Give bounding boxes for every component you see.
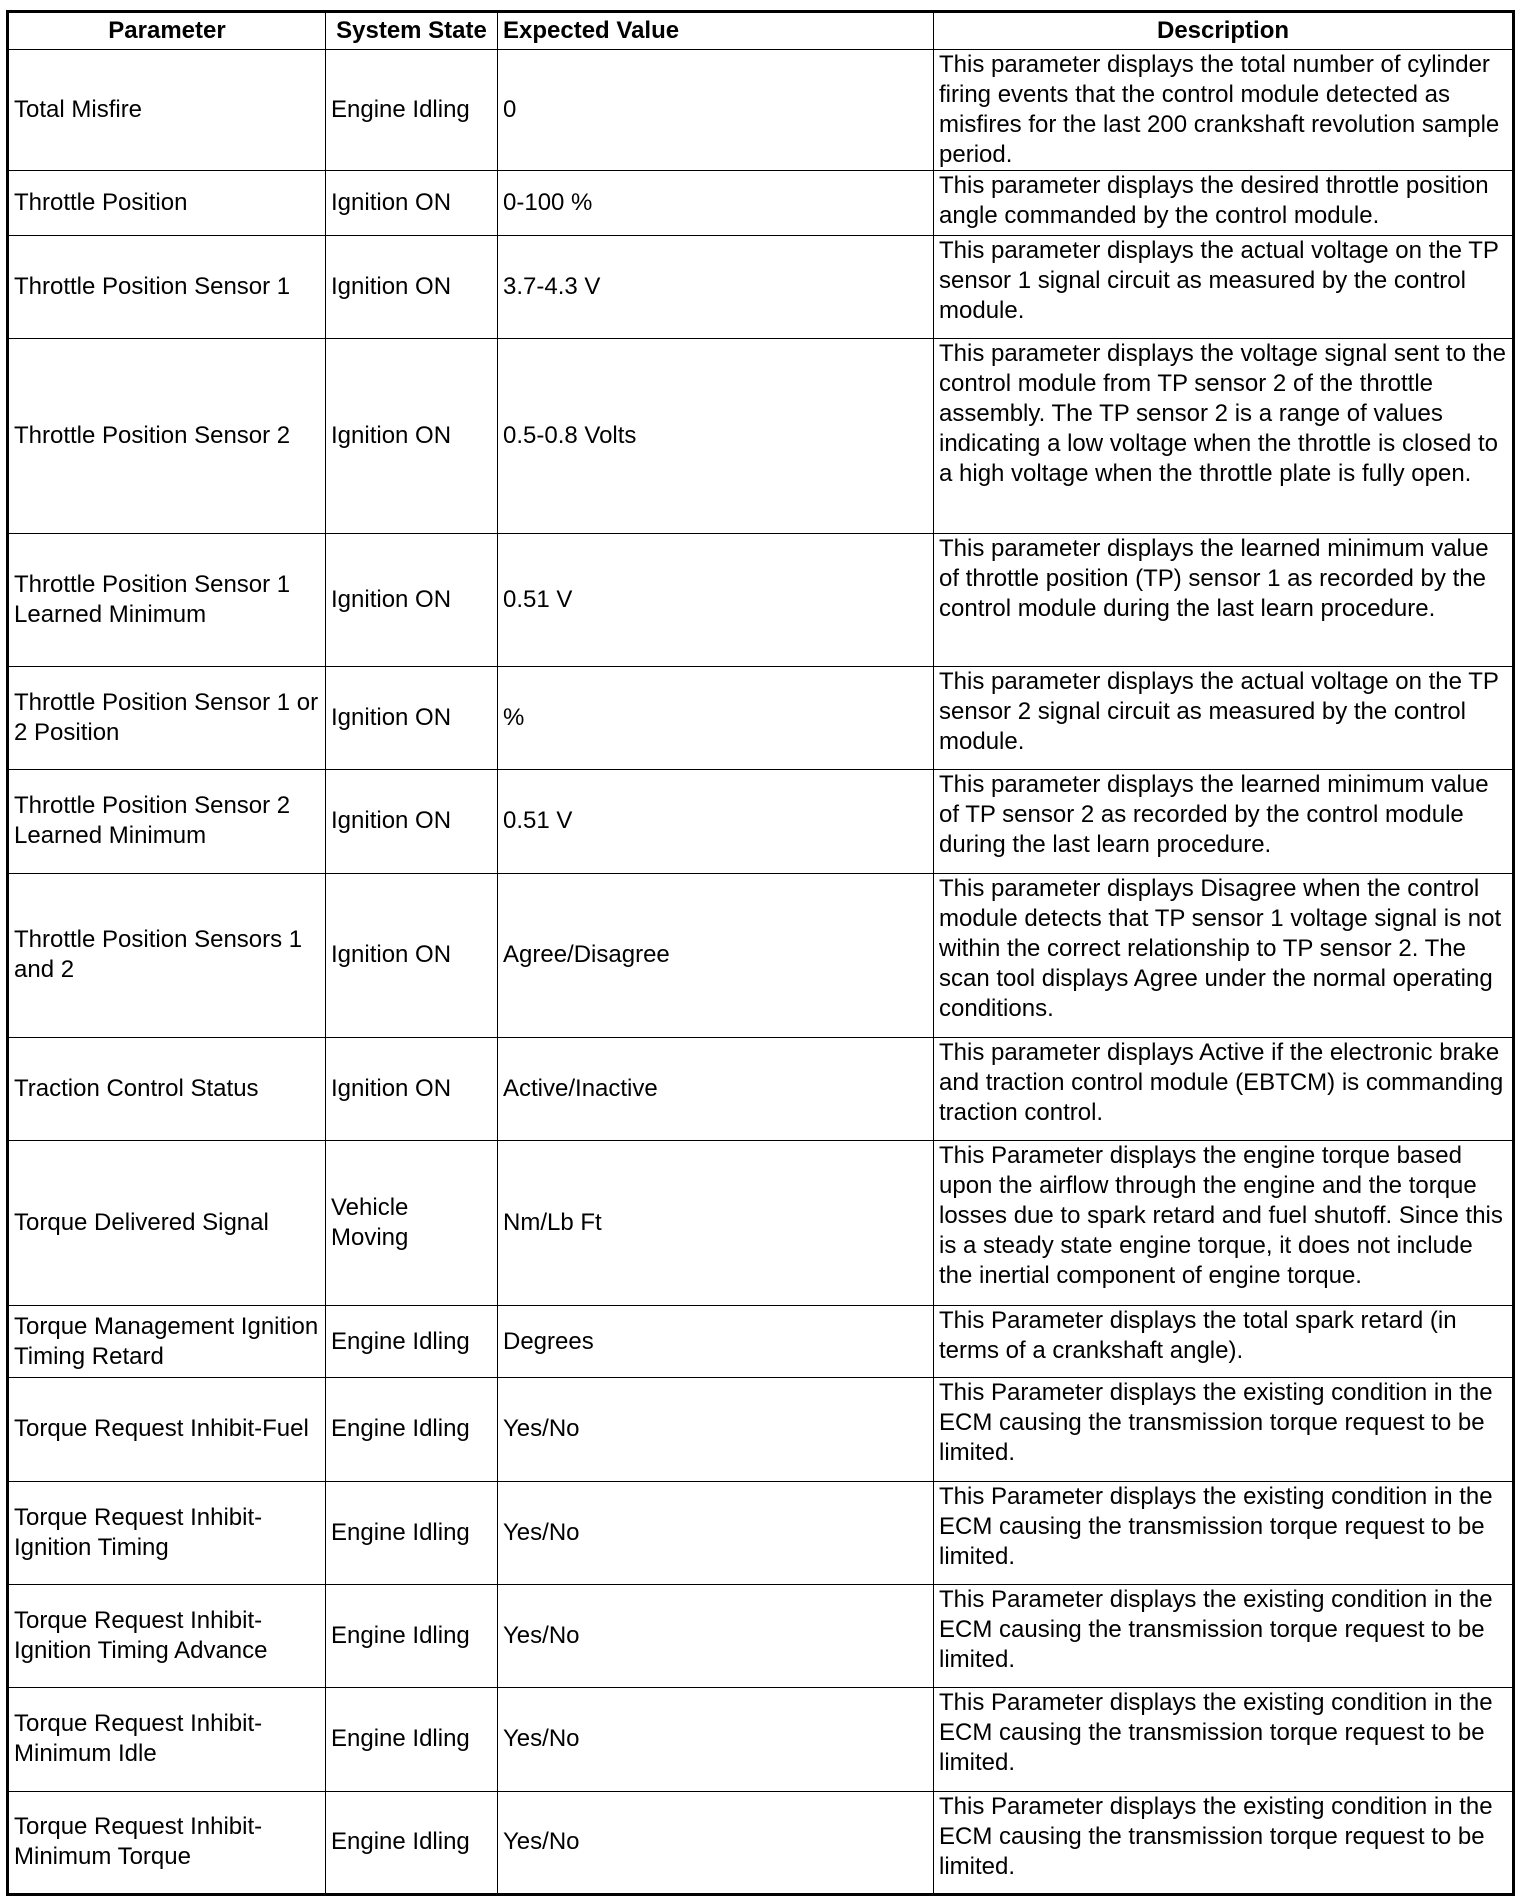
state-cell: Ignition ON: [326, 533, 498, 666]
table-row: [8, 1038, 1514, 1141]
value-cell: Degrees: [498, 1306, 934, 1378]
value-cell: Agree/Disagree: [498, 873, 934, 1038]
state-cell: Ignition ON: [326, 235, 498, 338]
header-expected-value: Expected Value: [498, 12, 934, 50]
value-cell: Yes/No: [498, 1378, 934, 1481]
parameter-cell: Torque Management Ignition Timing Retard: [8, 1306, 326, 1378]
header-system-state: System State: [326, 12, 498, 50]
value-cell: Yes/No: [498, 1791, 934, 1894]
description-cell: This Parameter displays the existing condition in the ECM causing the transmission torque request to be limited.: [934, 1688, 1514, 1791]
state-cell: Ignition ON: [326, 770, 498, 873]
value-cell: Nm/Lb Ft: [498, 1141, 934, 1306]
value-cell: Yes/No: [498, 1584, 934, 1687]
value-cell: 0: [498, 50, 934, 171]
table-row: [8, 1584, 1514, 1687]
state-cell: Engine Idling: [326, 1306, 498, 1378]
description-cell: This Parameter displays the existing condition in the ECM causing the transmission torque request to be limited.: [934, 1791, 1514, 1894]
state-cell: Engine Idling: [326, 1688, 498, 1791]
value-cell: Active/Inactive: [498, 1038, 934, 1141]
parameter-cell: Torque Request Inhibit-Ignition Timing: [8, 1481, 326, 1584]
table-row: [8, 50, 1514, 171]
description-cell: This Parameter displays the existing condition in the ECM causing the transmission torque request to be limited.: [934, 1481, 1514, 1584]
state-cell: Ignition ON: [326, 666, 498, 769]
table-row: [8, 533, 1514, 666]
table-row: [8, 171, 1514, 235]
parameter-cell: Throttle Position Sensor 2 Learned Minimum: [8, 770, 326, 873]
state-cell: Vehicle Moving: [326, 1141, 498, 1306]
table-row: [8, 666, 1514, 769]
state-cell: Engine Idling: [326, 1584, 498, 1687]
table-row: [8, 1141, 1514, 1306]
value-cell: 0-100 %: [498, 171, 934, 235]
description-cell: This Parameter displays the existing condition in the ECM causing the transmission torque request to be limited.: [934, 1378, 1514, 1481]
table-row: [8, 1688, 1514, 1791]
state-cell: Ignition ON: [326, 338, 498, 533]
state-cell: Engine Idling: [326, 1378, 498, 1481]
parameter-cell: Torque Delivered Signal: [8, 1141, 326, 1306]
value-cell: 0.51 V: [498, 533, 934, 666]
table-row: [8, 338, 1514, 533]
parameter-cell: Torque Request Inhibit-Minimum Torque: [8, 1791, 326, 1894]
value-cell: 0.51 V: [498, 770, 934, 873]
value-cell: 3.7-4.3 V: [498, 235, 934, 338]
state-cell: Engine Idling: [326, 1481, 498, 1584]
parameter-cell: Torque Request Inhibit-Ignition Timing Advance: [8, 1584, 326, 1687]
value-cell: Yes/No: [498, 1688, 934, 1791]
description-cell: This Parameter displays the existing condition in the ECM causing the transmission torque request to be limited.: [934, 1584, 1514, 1687]
value-cell: Yes/No: [498, 1481, 934, 1584]
description-cell: This parameter displays the total number of cylinder firing events that the control module detected as misfires for the last 200 crankshaft revolution sample period.: [934, 50, 1514, 171]
description-cell: This parameter displays the actual voltage on the TP sensor 1 signal circuit as measured by the control module.: [934, 235, 1514, 338]
description-cell: This parameter displays the actual voltage on the TP sensor 2 signal circuit as measured by the control module.: [934, 666, 1514, 769]
state-cell: Engine Idling: [326, 50, 498, 171]
description-cell: This parameter displays the learned minimum value of TP sensor 2 as recorded by the control module during the last learn procedure.: [934, 770, 1514, 873]
description-cell: This Parameter displays the engine torque based upon the airflow through the engine and the torque losses due to spark retard and fuel shutoff. Since this is a steady state engine torque, it does not include the inertial component of engine torque.: [934, 1141, 1514, 1306]
header-description: Description: [934, 12, 1514, 50]
table-row: [8, 770, 1514, 873]
table-row: [8, 1306, 1514, 1378]
state-cell: Ignition ON: [326, 873, 498, 1038]
state-cell: Engine Idling: [326, 1791, 498, 1894]
value-cell: 0.5-0.8 Volts: [498, 338, 934, 533]
parameter-cell: Throttle Position: [8, 171, 326, 235]
parameter-cell: Total Misfire: [8, 50, 326, 171]
description-cell: This parameter displays the learned minimum value of throttle position (TP) sensor 1 as recorded by the control module during the last learn procedure.: [934, 533, 1514, 666]
description-cell: This Parameter displays the total spark retard (in terms of a crankshaft angle).: [934, 1306, 1514, 1378]
description-cell: This parameter displays Active if the electronic brake and traction control module (EBTCM) is commanding traction control.: [934, 1038, 1514, 1141]
table-row: [8, 235, 1514, 338]
table-row: [8, 1481, 1514, 1584]
parameter-table: [6, 10, 1515, 1896]
table-row: [8, 873, 1514, 1038]
value-cell: %: [498, 666, 934, 769]
table-row: [8, 1791, 1514, 1894]
parameter-cell: Throttle Position Sensor 2: [8, 338, 326, 533]
parameter-cell: Throttle Position Sensor 1 or 2 Position: [8, 666, 326, 769]
parameter-cell: Throttle Position Sensor 1: [8, 235, 326, 338]
parameter-cell: Throttle Position Sensor 1 Learned Minimum: [8, 533, 326, 666]
parameter-cell: Throttle Position Sensors 1 and 2: [8, 873, 326, 1038]
description-cell: This parameter displays the desired throttle position angle commanded by the control module.: [934, 171, 1514, 235]
table-row: [8, 1378, 1514, 1481]
header-row: [8, 12, 1514, 50]
description-cell: This parameter displays Disagree when the control module detects that TP sensor 1 voltage signal is not within the correct relationship to TP sensor 2. The scan tool displays Agree under the normal operating conditions.: [934, 873, 1514, 1038]
state-cell: Ignition ON: [326, 171, 498, 235]
parameter-cell: Torque Request Inhibit-Fuel: [8, 1378, 326, 1481]
description-cell: This parameter displays the voltage signal sent to the control module from TP sensor 2 of the throttle assembly. The TP sensor 2 is a range of values indicating a low voltage when the throttle is closed to a high voltage when the throttle plate is fully open.: [934, 338, 1514, 533]
parameter-cell: Torque Request Inhibit-Minimum Idle: [8, 1688, 326, 1791]
header-parameter: Parameter: [8, 12, 326, 50]
state-cell: Ignition ON: [326, 1038, 498, 1141]
parameter-cell: Traction Control Status: [8, 1038, 326, 1141]
